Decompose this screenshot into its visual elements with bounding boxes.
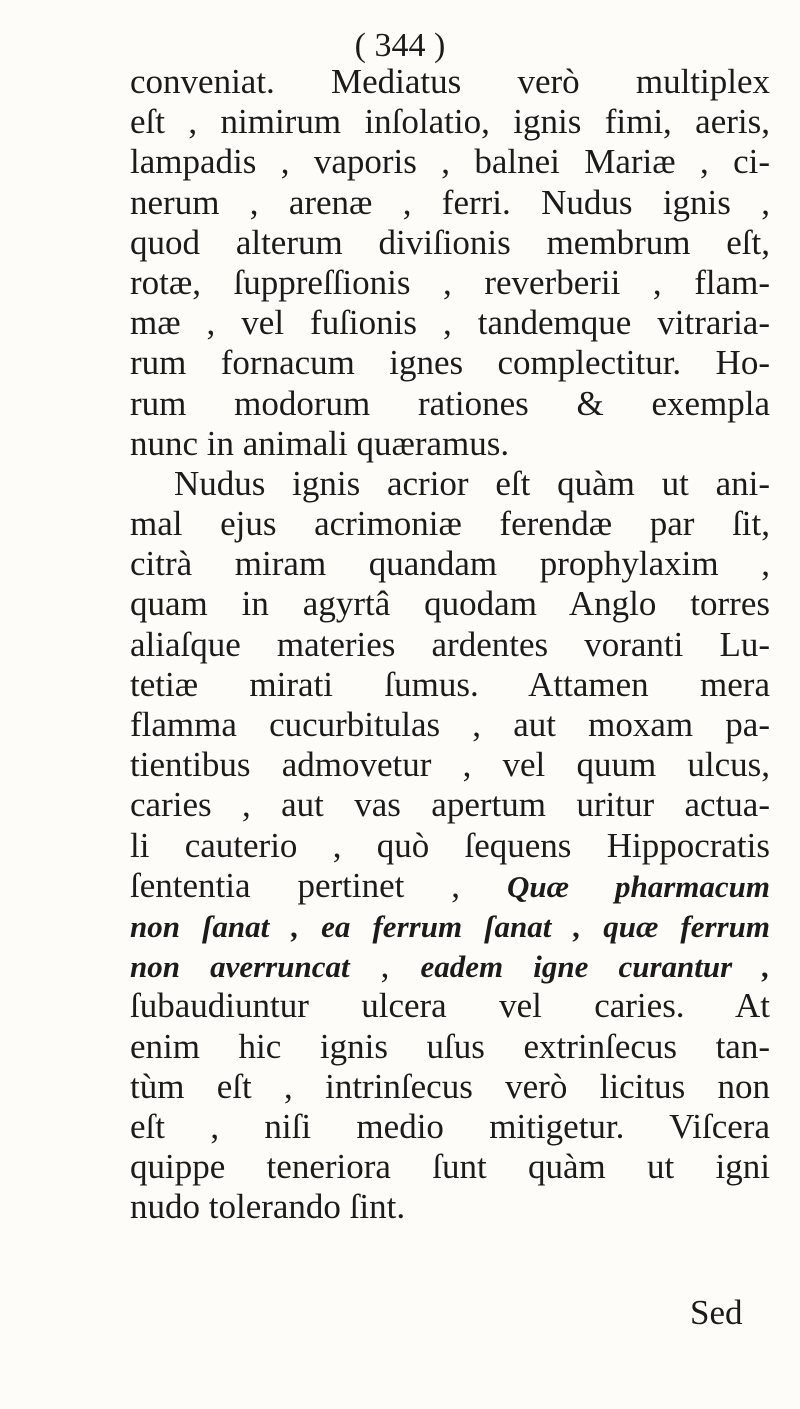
quotation-italic: non ſanat , ea ferrum ſanat , quæ ferrum (130, 908, 770, 944)
text-line: li cauterio , quò ſequens Hippocratis (130, 825, 770, 865)
text-line: quippe teneriora ſunt quàm ut igni (130, 1147, 770, 1187)
quotation-line (130, 906, 770, 946)
text-line: tùm eſt , intrinſecus verò licitus non (130, 1066, 770, 1106)
text-line: ſubaudiuntur ulcera vel caries. At (130, 986, 770, 1026)
text-line: mal ejus acrimoniæ ferendæ par ſit, (130, 504, 770, 544)
text-line: quam in agyrtâ quodam Anglo torres (130, 584, 770, 624)
text-line: citrà miram quandam prophylaxim , (130, 544, 770, 584)
text-line: tetiæ mirati ſumus. Attamen mera (130, 664, 770, 704)
text-line: quod alterum diviſionis membrum eſt, (130, 222, 770, 262)
text-line: nunc in animali quæramus. (130, 423, 510, 463)
quotation-italic: eadem igne curantur , (420, 949, 771, 985)
page-number: ( 344 ) (354, 27, 446, 64)
quotation-line: non averruncat , eadem igne curantur , (130, 946, 771, 986)
text-line: mæ , vel fuſionis , tandemque vitraria- (130, 303, 770, 343)
text-line: tientibus admovetur , vel quum ulcus, (130, 745, 770, 785)
paragraph-start-line: Nudus ignis acrior eſt quàm ut ani- (174, 463, 770, 503)
text-line: rum modorum rationes & exempla (130, 383, 770, 423)
text-line: caries , aut vas apertum uritur actua- (130, 785, 770, 825)
text-line: lampadis , vaporis , balnei Mariæ , ci- (130, 142, 770, 182)
quotation-italic: non averruncat (130, 949, 350, 985)
text-line: conveniat. Mediatus verò multiplex (130, 62, 770, 101)
text-line: eſt , nimirum inſolatio, ignis fimi, aeris, (130, 102, 770, 142)
text-line: nerum , arenæ , ferri. Nudus ignis , (130, 182, 770, 222)
text-line: rum fornacum ignes complectitur. Ho- (130, 343, 770, 383)
text-line: eſt , niſi medio mitigetur. Viſcera (130, 1106, 770, 1146)
text-line: nudo tolerando ſint. (130, 1187, 406, 1227)
body-text (130, 62, 770, 1227)
catchword: Sed (690, 1293, 743, 1332)
text-line: flamma cucurbitulas , aut moxam pa- (130, 705, 770, 744)
text-line: rotæ, ſuppreſſionis , reverberii , flam- (130, 262, 770, 302)
quotation-italic: Quæ pharmacum (507, 868, 770, 904)
text-line: ſententia pertinet , Quæ pharmacum (130, 865, 770, 905)
text-line: enim hic ignis uſus extrinſecus tan- (130, 1026, 770, 1066)
text-line: aliaſque materies ardentes voranti Lu- (130, 624, 770, 664)
